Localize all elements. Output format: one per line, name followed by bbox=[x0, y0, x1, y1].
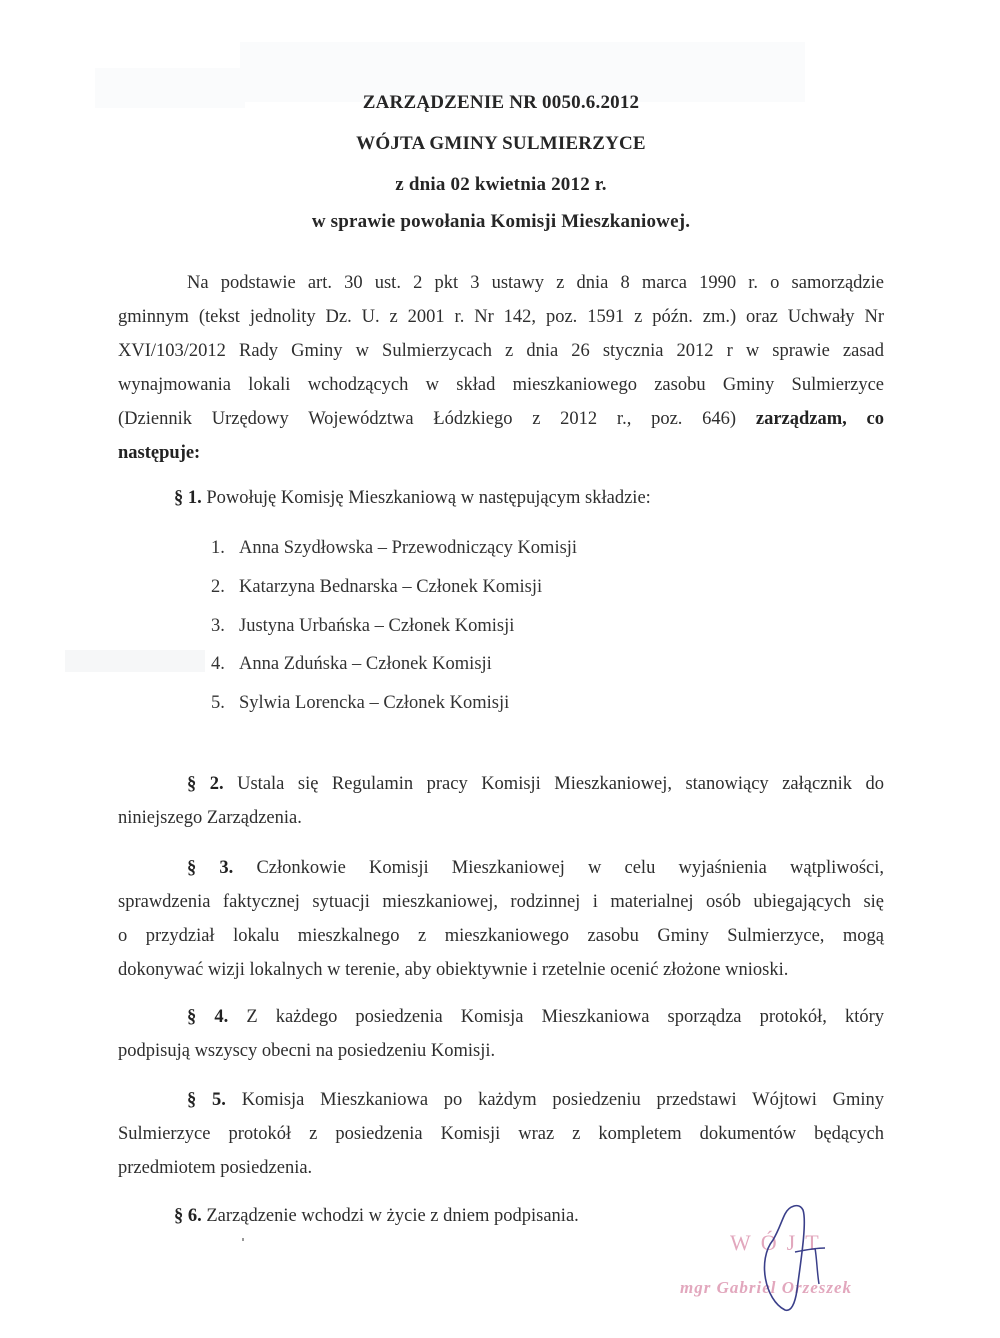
section-line: przedmiotem posiedzenia. bbox=[118, 1158, 313, 1178]
preamble-text: (Dziennik Urzędowy Województwa Łódzkiego z 2012 r., poz. 646) bbox=[118, 409, 737, 429]
official-stamp-name: mgr Gabriel Orzeszek bbox=[680, 1278, 853, 1297]
section-line: podpisują wszyscy obecni na posiedzeniu Komisji. bbox=[118, 1041, 496, 1061]
member-number: 4. bbox=[211, 654, 225, 674]
section-mark: § 2. bbox=[187, 774, 224, 794]
section-3 bbox=[118, 851, 884, 987]
preamble-line: Na podstawie art. 30 ust. 2 pkt 3 ustawy z dnia 8 marca 1990 r. o samorządzie bbox=[187, 273, 884, 293]
member-list-item bbox=[211, 538, 577, 559]
section-2 bbox=[118, 767, 884, 835]
section-line: dokonywać wizji lokalnych w terenie, aby obiektywnie i rzetelnie ocenić złożone wnioski. bbox=[118, 960, 789, 980]
preamble-line: gminnym (tekst jednolity Dz. U. z 2001 r. Nr 142, poz. 1591 z późn. zm.) oraz Uchwały Nr bbox=[118, 307, 884, 327]
handwritten-signature-icon bbox=[745, 1200, 835, 1320]
section-text: Członkowie Komisji Mieszkaniowej w celu wyjaśnienia wątpliwości, bbox=[256, 858, 885, 878]
section-line bbox=[118, 767, 884, 801]
section-line: sprawdzenia faktycznej sytuacji mieszkaniowej, rodzinnej i materialnej osób ubiegających się bbox=[118, 892, 884, 912]
section-line: o przydział lokalu mieszkalnego z mieszkaniowego zasobu Gminy Sulmierzyce, mogą bbox=[118, 926, 884, 946]
section-4 bbox=[118, 1000, 884, 1068]
member-list-item bbox=[211, 693, 509, 714]
preamble-line: wynajmowania lokali wchodzących w skład mieszkaniowego zasobu Gminy Sulmierzyce bbox=[118, 375, 884, 395]
section-line: Sulmierzyce protokół z posiedzenia Komisji wraz z kompletem dokumentów będących bbox=[118, 1124, 884, 1144]
section-text: Zarządzenie wchodzi w życie z dniem podpisania. bbox=[201, 1206, 579, 1226]
section-mark: § 5. bbox=[187, 1090, 226, 1110]
preamble-bold-tail: zarządzam, co bbox=[755, 409, 884, 429]
preamble-line-5 bbox=[118, 402, 884, 436]
member-text: Sylwia Lorencka – Członek Komisji bbox=[239, 693, 510, 713]
section-mark: § 4. bbox=[187, 1007, 229, 1027]
scan-speck bbox=[242, 1238, 244, 1241]
member-text: Anna Szydłowska – Przewodniczący Komisji bbox=[239, 538, 578, 558]
document-subject: w sprawie powołania Komisji Mieszkaniowej. bbox=[311, 211, 691, 232]
section-text: Komisja Mieszkaniowa po każdym posiedzeniu przedstawi Wójtowi Gminy bbox=[241, 1090, 885, 1110]
member-number: 1. bbox=[211, 538, 225, 558]
member-number: 2. bbox=[211, 577, 225, 597]
member-text: Katarzyna Bednarska – Członek Komisji bbox=[239, 577, 543, 597]
member-list-item bbox=[211, 616, 514, 637]
section-mark: § 3. bbox=[187, 858, 234, 878]
section-text: Powołuję Komisję Mieszkaniową w następującym składzie: bbox=[201, 488, 651, 508]
section-6 bbox=[174, 1206, 579, 1227]
section-line: niniejszego Zarządzenia. bbox=[118, 808, 302, 828]
member-text: Justyna Urbańska – Członek Komisji bbox=[239, 616, 515, 636]
member-list-item bbox=[211, 577, 542, 598]
member-number: 3. bbox=[211, 616, 225, 636]
member-text: Anna Zduńska – Członek Komisji bbox=[239, 654, 492, 674]
preamble-line: XVI/103/2012 Rady Gminy w Sulmierzycach z dnia 26 stycznia 2012 r w sprawie zasad bbox=[118, 341, 884, 361]
section-text: Ustala się Regulamin pracy Komisji Mieszkaniowej, stanowiący załącznik do bbox=[237, 774, 885, 794]
member-list-item bbox=[211, 654, 492, 675]
member-number: 5. bbox=[211, 693, 225, 713]
document-title: ZARZĄDZENIE NR 0050.6.2012 bbox=[362, 92, 640, 113]
preamble-bold-last: następuje: bbox=[118, 443, 201, 463]
section-mark: § 6. bbox=[174, 1206, 202, 1226]
section-1 bbox=[174, 488, 651, 509]
preamble-paragraph bbox=[118, 266, 884, 470]
section-text: Z każdego posiedzenia Komisja Mieszkaniowa sporządza protokół, który bbox=[246, 1007, 885, 1027]
document-date: z dnia 02 kwietnia 2012 r. bbox=[395, 174, 607, 195]
document-issuer: WÓJTA GMINY SULMIERZYCE bbox=[356, 133, 646, 154]
section-5 bbox=[118, 1083, 884, 1185]
section-line bbox=[118, 1000, 884, 1034]
official-stamp-title: WÓJT bbox=[730, 1230, 829, 1255]
section-mark: § 1. bbox=[174, 488, 202, 508]
section-line bbox=[118, 1083, 884, 1117]
section-line bbox=[118, 851, 884, 885]
scan-artifact-strip bbox=[65, 650, 205, 672]
